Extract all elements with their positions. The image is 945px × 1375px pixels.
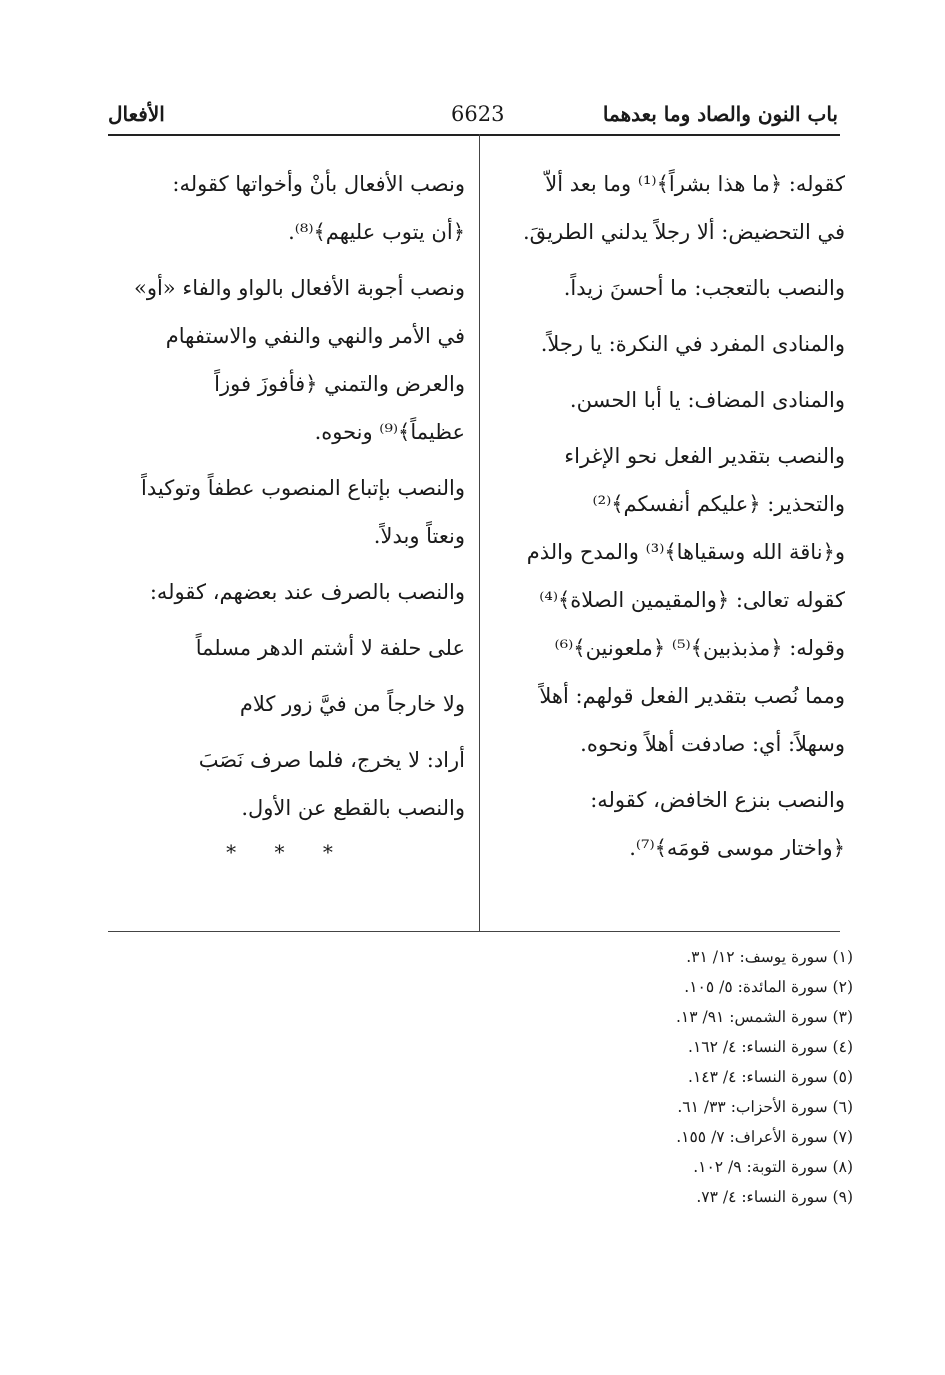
footnote: (٧) سورة الأعراف: ٧/ ١٥٥. [676,1128,853,1146]
text-line: عظيماً﴾⁽⁹⁾ ونحوه. [314,420,465,444]
text-line: والنصب بالتعجب: ما أحسنَ زيداً. [563,276,845,300]
column-divider [479,134,480,932]
footnotes [453,942,853,1212]
footnote-rule [108,931,840,932]
verse-line: ولا خارجاً من فيَّ زور كلام [239,692,465,716]
text-line: ومما نُصب بتقدير الفعل قولهم: أهلاً [539,684,845,708]
text-line: والنصب بإتباع المنصوب عطفاً وتوكيداً [141,476,465,500]
text-line: ونصب أجوبة الأفعال بالواو والفاء «أو» [133,276,465,300]
footnote: (٨) سورة التوبة: ٩/ ١٠٢. [693,1158,853,1176]
text-line: و﴿ناقة الله وسقياها﴾⁽³⁾ والمدح والذم [526,540,845,564]
footnote: (٢) سورة المائدة: ٥/ ١٠٥. [684,978,853,996]
header-rule [108,134,840,136]
chapter-title: باب النون والصاد وما بعدهما [602,102,838,126]
footnote: (٣) سورة الشمس: ٩١/ ١٣. [675,1008,853,1026]
text-line: والنصب بالقطع عن الأول. [241,796,465,820]
section-title: الأفعال [108,102,165,126]
text-line: والنصب بنزع الخافض، كقوله: [590,788,845,812]
text-line: والعرض والتمني ﴿فأفوزَ فوزاً [214,372,465,396]
text-line: والنصب بتقدير الفعل نحو الإغراء [564,444,845,468]
text-line: والمنادى المضاف: يا أبا الحسن. [569,388,845,412]
text-line: ﴿أن يتوب عليهم﴾⁽⁸⁾. [288,220,465,244]
text-line: كقوله تعالى: ﴿والمقيمين الصلاة﴾⁽⁴⁾ [539,588,845,612]
footnote: (٦) سورة الأحزاب: ٣٣/ ٦١. [677,1098,853,1116]
text-line: والتحذير: ﴿عليكم أنفسكم﴾⁽²⁾ [592,492,845,516]
footnote: (١) سورة يوسف: ١٢/ ٣١. [686,948,853,966]
text-line: وقوله: ﴿مذبذبين﴾⁽⁵⁾ ﴿ملعونين﴾⁽⁶⁾ [554,636,845,660]
footnote: (٤) سورة النساء: ٤/ ١٦٢. [688,1038,853,1056]
page-header [108,96,838,136]
text-line: كقوله: ﴿ما هذا بشراً﴾⁽¹⁾ وما بعد ألاّ [545,172,845,196]
section-end-asterisks: * * * [226,840,349,864]
text-line: ونعتاً وبدلاً. [373,524,465,548]
text-line: والمنادى المفرد في النكرة: يا رجلاً. [540,332,845,356]
right-column [490,160,845,872]
page-number: 6623 [451,102,505,126]
text-line: أراد: لا يخرج، فلما صرف نَصَبَ [198,748,465,772]
text-line: والنصب بالصرف عند بعضهم، كقوله: [149,580,465,604]
footnote: (٥) سورة النساء: ٤/ ١٤٣. [688,1068,853,1086]
text-line: ﴿واختار موسى قومَه﴾⁽⁷⁾. [629,836,845,860]
left-column [110,160,465,872]
verse-line: على حلفة لا أشتم الدهر مسلماً [195,636,465,660]
text-line: ونصب الأفعال بأنْ وأخواتها كقوله: [172,172,465,196]
text-line: وسهلاً: أي: صادفت أهلاً ونحوه. [580,732,845,756]
footnote: (٩) سورة النساء: ٤/ ٧٣. [696,1188,853,1206]
text-line: في التحضيض: ألا رجلاً يدلني الطريقَ. [522,220,845,244]
text-line: في الأمر والنهي والنفي والاستفهام [165,324,465,348]
